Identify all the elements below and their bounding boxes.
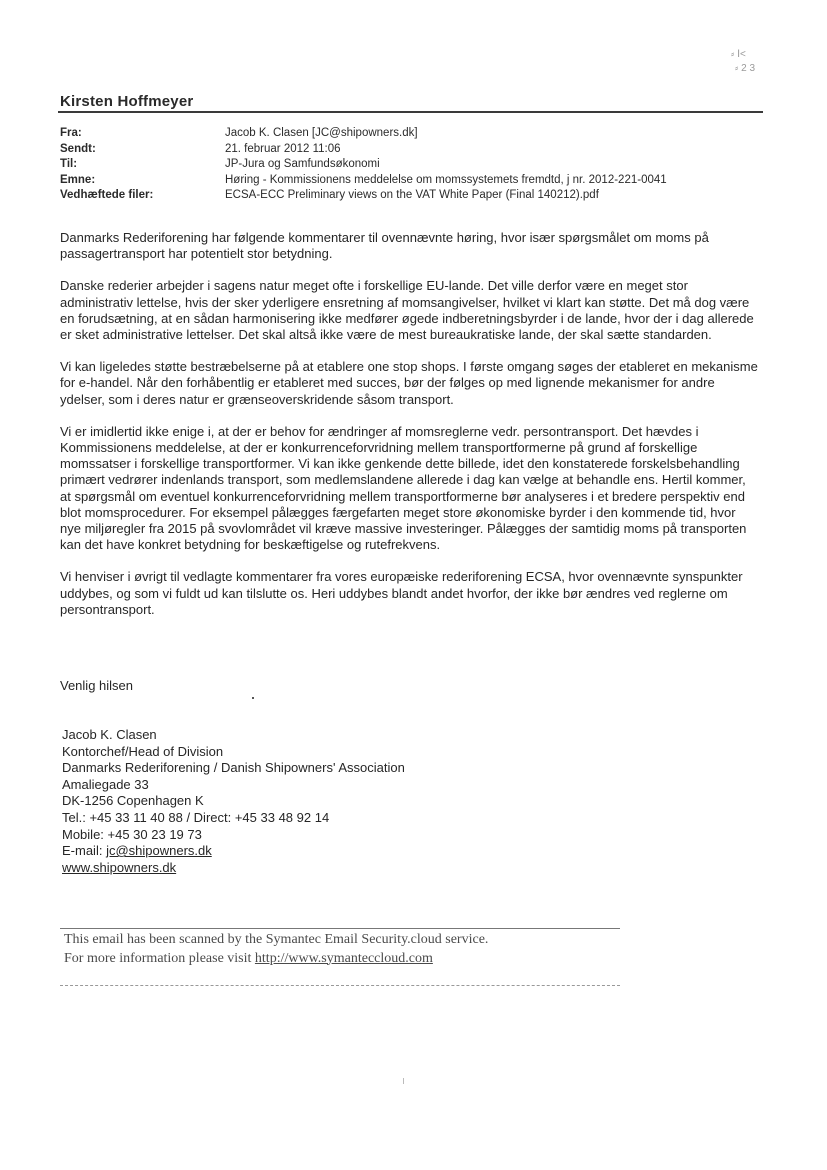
from-value: Jacob K. Clasen [JC@shipowners.dk] [225,127,418,139]
notice-top-divider [60,928,620,929]
header-row-subject [60,173,780,189]
signature-email-prefix: E-mail: [62,843,107,859]
body-paragraph-1: Danmarks Rederiforening har følgende kommentarer til ovennævnte høring, hvor især spørgsmålet om moms på passagertransport har potentielt stor betydning. [60,230,709,262]
signature-name: Jacob K. Clasen [62,727,157,742]
signature-street: Amaliegade 33 [62,776,149,792]
closing-greeting: Venlig hilsen [60,678,133,693]
body-paragraph-4: Vi er imidlertid ikke enige i, at der er behov for ændringer af momsreglerne vedr. persontransport. Det hævdes i Kommissionens meddelelse, at der er konkurrenceforvridning mellem transportformerne på grund af forskellige momssatser i forskellige transportformer. Vi kan ikke genkende dette billede, idet den konstaterede forskelsbehandling primært vedrører indenlands transport, som medlemslandene allerede i dag kan vælge at behandle ens. Hertil kommer, at spørgsmål om eventuel konkurrenceforvridning mellem transportformerne bør analyseres i et bredere perspektiv end blot momsprocedurer. For eksempel pålægges færgefarten meget store økonomiske byrder i den kommende tid, hvor nye miljøregler fra 2015 på svovlområdet vil kræve massive investeringer. Pålægges der samtidig moms på transporten kan det have konkret betydning for beskæftigelse og rutefrekvens. [60,423,747,553]
signature-mobile: Mobile: +45 30 23 19 73 [62,826,202,842]
body-paragraph-5: Vi henviser i øvrigt til vedlagte kommentarer fra vores europæiske rederiforening ECSA, hvor ovennævnte synspunkter uddybes, og som vi fuldt ud kan tilslutte os. Heri uddybes blandt andet hvorfor, der ikke bør ændres ved reglerne om persontransport. [60,569,743,617]
signature-city: DK-1256 Copenhagen K [62,793,204,809]
scan-speck [252,697,254,699]
mailbox-owner-name: Kirsten Hoffmeyer [60,93,194,110]
notice-link[interactable]: http://www.symanteccloud.com [254,950,433,966]
email-header [60,126,780,204]
handwritten-stamp [705,48,775,88]
page-mark [403,1078,404,1084]
to-label: Til: [60,158,78,170]
signature-website-link[interactable]: www.shipowners.dk [62,859,177,875]
from-label: Fra: [60,127,82,139]
body-paragraph-2: Danske rederier arbejder i sagens natur meget ofte i forskellige EU-lande. Det ville derfor være en meget stor administrativ lettelse, hvis der sker yderligere ensretning af momsangivelser, hvilket vi klart kan støtte. Det må dog være en forudsætning, at en sådan harmonisering ikke medfører øgede indberetningsbyrder i de lande, hvor der i dag allerede er sket administrative lettelser. Det skal altså ikke være de mest bureaukratiske lande, der skal sætte standarden. [60,278,754,343]
signature-phone: Tel.: +45 33 11 40 88 / Direct: +45 33 48 92 14 [62,809,330,825]
signature-email-link[interactable]: jc@shipowners.dk [106,843,212,859]
subject-value: Høring - Kommissionens meddelelse om momssystemets fremdtd, j nr. 2012-221-0041 [225,173,667,186]
signature-organization: Danmarks Rederiforening / Danish Shipowners' Association [62,760,405,776]
header-row-from [60,126,780,142]
body-paragraph-3: Vi kan ligeledes støtte bestræbelserne på at etablere one stop shops. I første omgang søges der etableret en mekanisme for e-handel. Når den forhåbentlig er etableret med succes, bør der følges op med lignende mekanismer for andre ydelser, som i deres natur er grænseoverskridende såsom transport. [60,359,758,407]
header-divider [58,111,763,113]
notice-line-2 [64,950,488,969]
header-row-sent [60,142,780,158]
email-signature [62,727,405,876]
header-row-to [60,157,780,173]
notice-line-2-prefix: For more information please visit [64,950,255,966]
signature-title: Kontorchef/Head of Division [62,743,224,759]
subject-label: Emne: [60,173,96,186]
stamp-line-2: ⸗ 2 3 [735,63,756,74]
notice-line-1: This email has been scanned by the Symantec Email Security.cloud service. [64,932,489,947]
header-row-attachments [60,188,780,204]
signature-email-line [62,843,405,860]
stamp-line-1: ⸗ Ⅰ< [731,49,746,60]
attachment-file: ECSA-ECC Preliminary views on the VAT White Paper (Final 140212).pdf [225,189,599,201]
sent-value: 21. februar 2012 11:06 [225,142,341,155]
to-value: JP-Jura og Samfundsøkonomi [225,158,380,170]
signature-website-line [62,860,405,877]
email-body [60,230,760,634]
scan-notice [64,931,488,968]
notice-bottom-divider [60,985,620,986]
sent-label: Sendt: [60,142,96,155]
attachments-label: Vedhæftede filer: [60,189,154,201]
